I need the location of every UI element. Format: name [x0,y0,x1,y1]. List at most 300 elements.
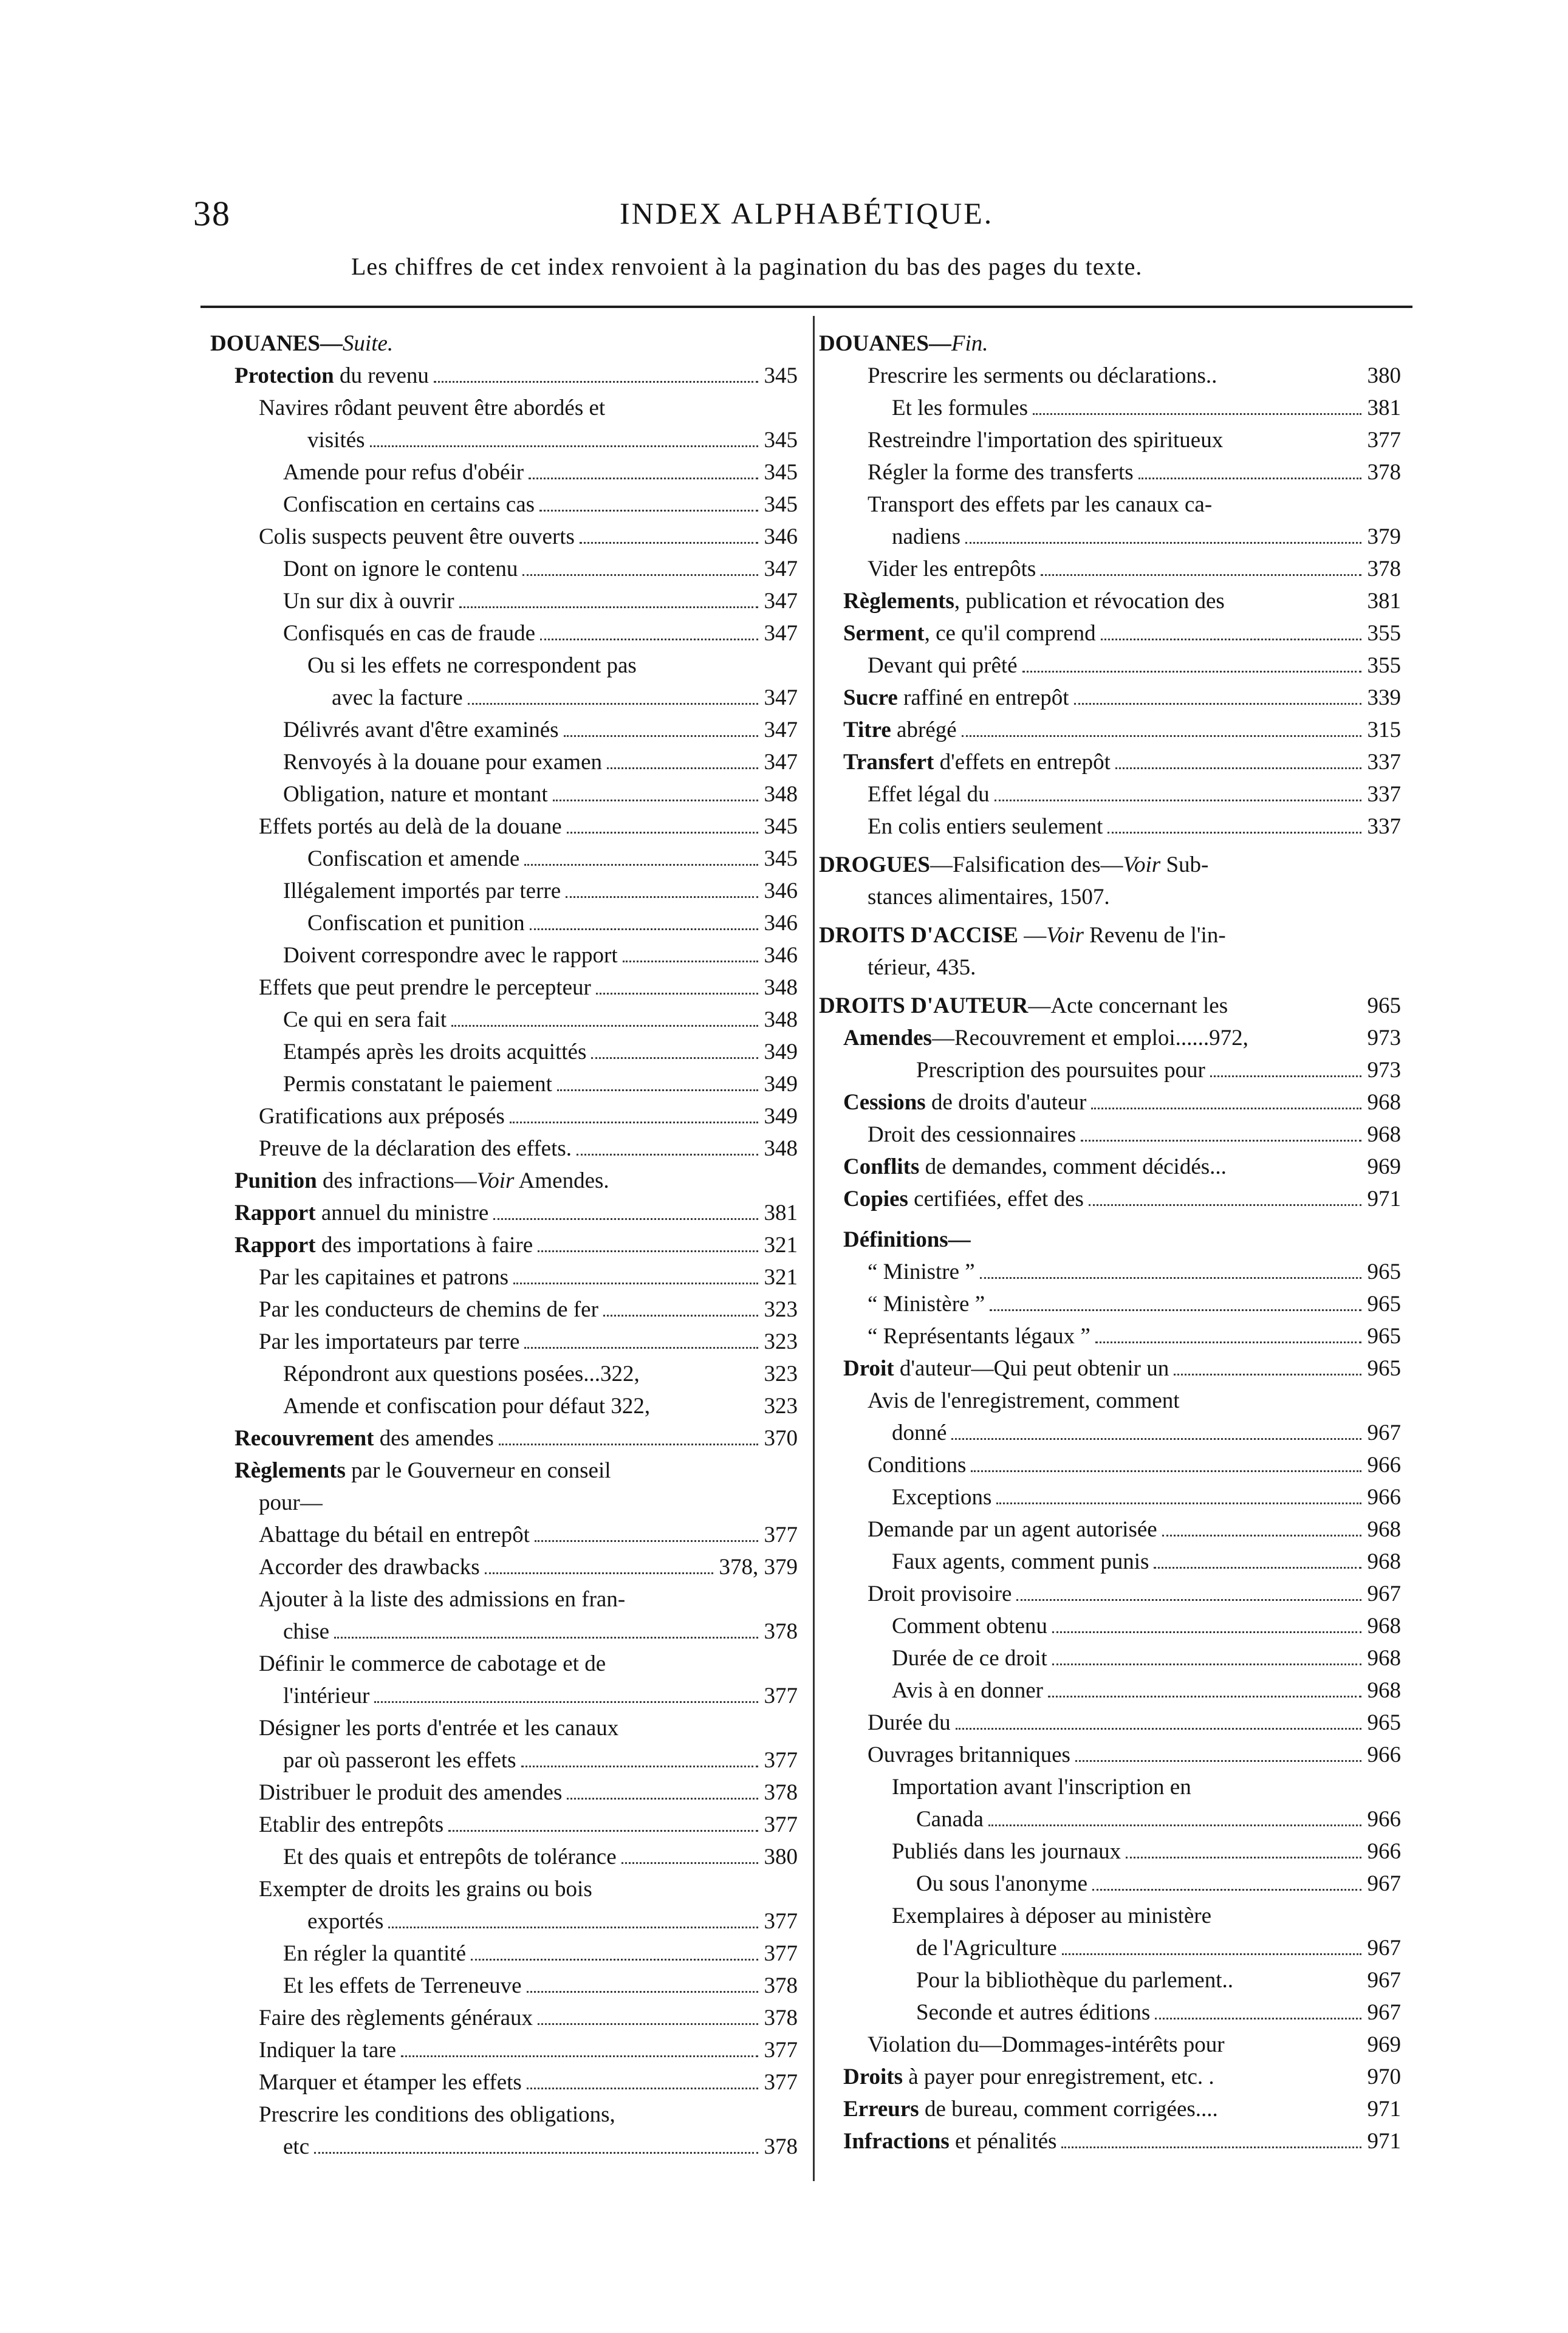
entry-label: Gratifications aux préposés [259,1104,505,1129]
index-entry [210,2002,798,2034]
dot-leader [524,864,758,866]
index-entry [210,457,798,488]
entry-heading: Amendes [843,1026,932,1050]
index-entry [819,1055,1401,1086]
entry-page-ref: 315 [1367,718,1401,742]
entry-text [259,2099,615,2131]
entry-text [259,1584,625,1615]
index-entry [210,489,798,521]
entry-heading: DROITS D'AUTEUR [819,993,1029,1018]
index-entry [210,1809,798,1841]
entry-text [868,553,1036,585]
entry-page-ref: 377 [764,2038,798,2063]
entry-label: Violation du—Dommages-intérêts pour [868,2032,1225,2057]
entry-page-ref: 381 [764,1201,798,1225]
dot-leader [1016,1599,1361,1601]
entry-label: Abattage du bétail en entrepôt [259,1523,530,1547]
entry-heading: DROGUES [819,852,930,877]
entry-label: Amende et confiscation pour défaut 322, [283,1394,651,1419]
dot-leader [1108,832,1361,834]
entry-text [283,1358,640,1390]
entry-page-ref: 379 [1367,524,1401,549]
index-entry [210,1552,798,1583]
entry-text [259,1552,480,1583]
entry-label: par le Gouverneur en conseil [345,1458,611,1483]
entry-text [259,1294,598,1326]
entry-page-ref: 968 [1367,1678,1401,1703]
page-number: 38 [193,194,231,233]
entry-label: Canada [916,1807,984,1832]
entry-label: —Acte concernant les [1028,993,1228,1018]
entry-page-ref: 370 [764,1426,798,1451]
dot-leader [1115,767,1361,769]
entry-page-ref: 965 [1367,1292,1401,1317]
dot-leader [451,1025,758,1027]
index-entry [819,521,1401,553]
dot-leader [607,767,758,769]
entry-label: Prescrire les conditions des obligations, [259,2102,615,2127]
dot-leader [553,800,758,801]
entry-page-ref: 965 [1367,993,1401,1018]
dot-leader [434,381,758,383]
index-entry [210,1874,798,1905]
entry-text [283,586,454,617]
entry-page-ref: 967 [1367,2000,1401,2025]
entry-page-ref: 348 [764,1136,798,1161]
entry-text [892,1611,1047,1642]
index-entry [210,586,798,617]
index-entry [210,1777,798,1809]
entry-label: par où passeront les effets [283,1748,516,1773]
entry-text [892,1417,947,1449]
entry-label: Distribuer le produit des amendes [259,1780,563,1805]
dot-leader [1062,1953,1361,1955]
dot-leader [540,639,758,640]
entry-text [892,1836,1121,1868]
entry-tail: Sub- [1160,852,1209,877]
entry-page-ref: 967 [1367,1420,1401,1445]
entry-label: Droit des cessionnaires [868,1122,1077,1147]
entry-text [283,714,559,746]
index-entry [210,521,798,553]
entry-page-ref: 323 [764,1297,798,1322]
entry-heading: Punition [235,1168,317,1193]
dot-leader [1162,1535,1361,1536]
entry-text [307,908,525,939]
dot-leader [499,1444,758,1445]
entry-text [259,521,575,553]
entry-text [843,1023,1248,1054]
entry-text [892,392,1028,424]
entry-label: stances alimentaires, 1507. [868,885,1110,910]
entry-text [259,1519,530,1551]
entry-page-ref: 380 [1367,363,1401,388]
entry-label: Ajouter à la liste des admissions en fran- [259,1587,626,1612]
column-divider [813,316,815,2181]
index-entry [210,779,798,810]
entry-text [843,618,1096,649]
entry-text [868,1578,1012,1610]
entry-text [259,1809,443,1841]
entry-text [868,425,1223,456]
dot-leader [538,2023,758,2025]
index-entry [819,1578,1401,1610]
entry-text [843,714,957,746]
entry-page-ref: 968 [1367,1122,1401,1147]
entry-text [235,1197,488,1229]
entry-page-ref: 968 [1367,1090,1401,1115]
entry-text [868,650,1018,682]
entry-label: Accorder des drawbacks [259,1555,480,1580]
entry-text [892,1482,991,1513]
entry-page-ref: 969 [1367,1154,1401,1179]
entry-label: pour— [259,1490,323,1515]
entry-label: Publiés dans les journaux [892,1839,1121,1864]
entry-page-ref: 965 [1367,1356,1401,1381]
index-entry [210,360,798,392]
dot-leader [962,735,1361,737]
index-entry [819,1514,1401,1546]
entry-page-ref: 345 [764,814,798,839]
entry-page-ref: 966 [1367,1807,1401,1832]
dot-leader [539,510,758,512]
index-entry [210,328,798,360]
entry-page-ref: 966 [1367,1453,1401,1478]
entry-text [259,2067,522,2098]
entry-label: Colis suspects peuvent être ouverts [259,524,575,549]
dot-leader [1061,2146,1361,2148]
entry-page-ref: 347 [764,750,798,775]
index-entry [819,586,1401,617]
entry-text [283,1616,329,1648]
entry-page-ref: 347 [764,557,798,581]
entry-page-ref: 377 [764,1748,798,1773]
entry-text [892,1546,1149,1578]
dot-leader [996,1502,1361,1504]
entry-label: Prescription des poursuites pour [916,1058,1205,1083]
entry-text [259,2035,396,2066]
entry-label: Demande par un agent autorisée [868,1517,1157,1542]
entry-label: Avis de l'enregistrement, comment [868,1388,1180,1413]
entry-label: Désigner les ports d'entrée et les canaux [259,1716,619,1741]
entry-label: d'auteur—Qui peut obtenir un [894,1356,1169,1381]
entry-page-ref: 971 [1367,2129,1401,2154]
entry-label: Etablir des entrepôts [259,1812,444,1837]
entry-label: , publication et révocation des [954,589,1225,614]
page-subtitle: Les chiffres de cet index renvoient à la pagination du bas des pages du texte. [351,253,1143,280]
entry-text [916,1804,984,1835]
entry-label: annuel du ministre [315,1201,489,1225]
dot-leader [1074,703,1361,705]
entry-label: Effets que peut prendre le percepteur [259,975,591,1000]
dot-leader [1041,574,1361,576]
entry-label: des infractions— [317,1168,477,1193]
entry-label: exportés [307,1909,384,1934]
entry-label: Prescrire les serments ou déclarations.. [868,363,1217,388]
entry-label: térieur, 435. [868,955,976,980]
entry-page-ref: 378, 379 [719,1555,798,1580]
index-entry [819,489,1401,521]
entry-label: Transport des effets par les canaux ca- [868,492,1213,517]
entry-text [307,1906,383,1937]
entry-label: Confiscation et punition [307,911,525,936]
index-entry [819,1256,1401,1288]
entry-text [868,1256,975,1288]
entry-page-ref: 378 [764,2134,798,2159]
entry-label: Permis constatant le paiement [283,1072,552,1097]
entry-text [283,1841,617,1873]
dot-leader [1033,413,1361,415]
index-entry [819,2029,1401,2061]
entry-heading: Droit [843,1356,894,1381]
index-entry [819,1289,1401,1320]
entry-heading: Rapport [235,1201,316,1225]
entry-text [307,650,637,682]
entry-page-ref: 381 [1367,589,1401,614]
entry-label: de demandes, comment décidés... [919,1154,1227,1179]
dot-leader [493,1218,758,1220]
index-entry [210,392,798,424]
entry-text [283,1391,650,1422]
entry-label: Régler la forme des transferts [868,460,1134,485]
entry-label: Ouvrages britanniques [868,1742,1070,1767]
entry-label: Durée du [868,1710,951,1735]
entry-page-ref: 381 [1367,396,1401,420]
entry-page-ref: 348 [764,975,798,1000]
entry-text [259,1648,606,1680]
entry-text [259,1326,519,1358]
entry-text [210,328,393,360]
entry-page-ref: 355 [1367,621,1401,646]
entry-text [283,747,602,778]
dot-leader [1095,1341,1361,1343]
entry-text [259,1133,572,1165]
index-entry [819,920,1401,951]
entry-label: abrégé [891,718,957,742]
entry-page-ref: 378 [764,2006,798,2030]
index-entry [210,1165,798,1197]
entry-page-ref: 347 [764,621,798,646]
entry-text [283,489,535,521]
entry-label: de droits d'auteur [925,1090,1087,1115]
index-entry [819,360,1401,392]
entry-page-ref: 321 [764,1233,798,1258]
dot-leader [521,1766,758,1767]
entry-text [868,882,1110,913]
index-entry [210,875,798,907]
entry-label: —Recouvrement et emploi......972, [931,1026,1248,1050]
entry-label: En régler la quantité [283,1941,467,1966]
entry-text [843,747,1111,778]
entry-text [843,682,1069,714]
entry-page-ref: 966 [1367,1742,1401,1767]
page-title: INDEX ALPHABÉTIQUE. [620,196,994,230]
index-entry [210,1745,798,1776]
entry-text [819,849,1208,881]
dot-leader [524,1347,758,1349]
index-entry [210,940,798,971]
index-entry [819,1643,1401,1674]
entry-text [283,618,535,649]
entry-label: Etampés après les droits acquittés [283,1040,587,1064]
dot-leader [621,1862,758,1864]
dot-leader [1081,1140,1361,1142]
dot-leader [1052,1663,1361,1665]
index-entry [819,1482,1401,1513]
entry-label: Pour la bibliothèque du parlement.. [916,1968,1233,1993]
dot-leader [965,542,1361,544]
entry-heading: Définitions— [843,1227,971,1252]
index-entry [819,2061,1401,2093]
entry-page-ref: 347 [764,685,798,710]
entry-page-ref: 347 [764,589,798,614]
entry-label: Confiscation et amende [307,846,520,871]
entry-text [819,920,1226,951]
dot-leader [527,2088,758,2089]
entry-heading: DOUANES— [819,331,951,356]
entry-label: “ Ministère ” [868,1292,985,1317]
entry-text [868,1739,1070,1771]
index-entry [819,1675,1401,1707]
entry-label: Confiscation en certains cas [283,492,535,517]
entry-page-ref: 378 [1367,557,1401,581]
entry-label: Restreindre l'importation des spiritueux [868,428,1224,453]
index-entry [210,714,798,746]
index-entry [819,1611,1401,1642]
entry-text [916,1997,1150,2029]
entry-page-ref: 378 [764,1780,798,1805]
index-entry [819,1321,1401,1352]
entry-page-ref: 968 [1367,1517,1401,1542]
index-entry [819,425,1401,456]
entry-text [843,1224,971,1256]
index-entry [819,811,1401,843]
entry-text [283,457,524,488]
dot-leader [566,896,758,898]
entry-label: Amende pour refus d'obéir [283,460,524,485]
index-entry [819,952,1401,984]
entry-label: Navires rôdant peuvent être abordés et [259,396,606,420]
dot-leader [980,1277,1361,1279]
entry-page-ref: 323 [764,1362,798,1386]
entry-heading: Rapport [235,1233,316,1258]
entry-page-ref: 345 [764,492,798,517]
entry-text [868,1321,1090,1352]
dot-leader [538,1250,758,1252]
index-entry [819,1997,1401,2029]
entry-text [283,1036,586,1068]
entry-text [819,328,988,360]
entry-page-ref: 346 [764,524,798,549]
entry-heading: Erreurs [843,2097,919,2122]
dot-leader [401,2055,758,2057]
entry-text [283,1069,552,1100]
dot-leader [1174,1374,1361,1375]
entry-label: de bureau, comment corrigées.... [919,2097,1218,2122]
entry-text [843,1087,1086,1119]
index-entry [819,1184,1401,1215]
entry-page-ref: 967 [1367,1871,1401,1896]
index-entry [819,1023,1401,1054]
entry-text [868,1289,985,1320]
entry-label: En colis entiers seulement [868,814,1103,839]
entry-label: Seconde et autres éditions [916,2000,1151,2025]
entry-page-ref: 323 [764,1394,798,1419]
entry-text [916,1868,1087,1900]
dot-leader [995,800,1361,801]
entry-page-ref: 345 [764,428,798,453]
entry-label: Et des quais et entrepôts de tolérance [283,1845,617,1869]
entry-text [259,2002,533,2034]
entry-text [843,1184,1084,1215]
index-entry [819,553,1401,585]
entry-label: chise [283,1619,330,1644]
entry-see-reference: Voir [1123,852,1161,877]
index-entry [819,747,1401,778]
entry-label: Et les formules [892,396,1029,420]
entry-label: , ce qu'il comprend [924,621,1096,646]
entry-label: Indiquer la tare [259,2038,396,2063]
entry-text [843,2126,1056,2157]
index-entry [819,779,1401,810]
entry-page-ref: 967 [1367,1936,1401,1961]
index-entry [819,1151,1401,1183]
entry-text [916,1933,1057,1964]
index-entry [210,1841,798,1873]
entry-page-ref: 377 [764,1941,798,1966]
entry-label: raffiné en entrepôt [897,685,1069,710]
entry-text [283,779,548,810]
entry-label: l'intérieur [283,1684,370,1708]
entry-heading: Règlements [235,1458,346,1483]
entry-label: —Falsification des— [930,852,1123,877]
entry-label: Devant qui prêté [868,653,1018,678]
entry-label: Avis à en donner [892,1678,1043,1703]
entry-page-ref: 337 [1367,782,1401,807]
index-entry [210,1101,798,1132]
entry-label: Par les capitaines et patrons [259,1265,508,1290]
entry-heading: Conflits [843,1154,920,1179]
entry-label: Conditions [868,1453,967,1478]
entry-text [283,1680,369,1712]
entry-page-ref: 971 [1367,2097,1401,2122]
dot-leader [603,1315,758,1317]
index-entry [819,1804,1401,1835]
index-entry [819,1965,1401,1996]
dot-leader [485,1572,713,1574]
entry-tail: Amendes. [514,1168,609,1193]
entry-page-ref: 967 [1367,1581,1401,1606]
entry-label: certifiées, effet des [908,1187,1084,1211]
entry-label: avec la facture [332,685,463,710]
entry-text [819,990,1228,1022]
index-entry [210,1616,798,1648]
dot-leader [1089,1204,1361,1206]
entry-label: Vider les entrepôts [868,557,1036,581]
index-entry [819,1224,1401,1256]
index-entry [210,1648,798,1680]
entry-label: Effet légal du [868,782,990,807]
dot-leader [557,1089,758,1091]
dot-leader [567,1798,758,1800]
entry-label: Dont on ignore le contenu [283,557,518,581]
entry-page-ref: 969 [1367,2032,1401,2057]
entry-text [283,1745,516,1776]
entry-heading: Serment [843,621,925,646]
entry-label: donné [892,1420,947,1445]
dot-leader [334,1637,758,1639]
entry-page-ref: 377 [764,1812,798,1837]
